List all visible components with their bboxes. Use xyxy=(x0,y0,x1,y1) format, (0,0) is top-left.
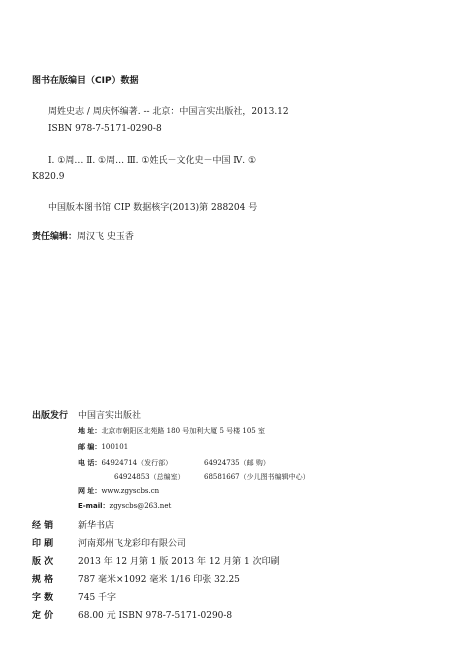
web-label: 网 址： xyxy=(78,487,102,495)
publisher-label: 出版发行 xyxy=(32,411,69,421)
web-value: www.zgyscbs.cn xyxy=(101,487,160,495)
spec-label: 印 刷 xyxy=(32,539,54,549)
cip-isbn-line: ISBN 978-7-5171-0290-8 xyxy=(48,124,162,134)
spec-value: 745 千字 xyxy=(78,593,117,603)
cip-classification-line: Ⅰ. ①周… Ⅱ. ①周… Ⅲ. ①姓氏－文化史－中国 Ⅳ. ① xyxy=(48,156,257,166)
publisher-name: 中国言实出版社 xyxy=(78,411,142,421)
spec-value: 2013 年 12 月第 1 版 2013 年 12 月第 1 次印刷 xyxy=(78,557,280,567)
spec-label: 字 数 xyxy=(32,593,54,603)
address-label: 地 址： xyxy=(78,427,102,435)
publisher-website xyxy=(78,486,159,496)
cip-class-number: K820.9 xyxy=(32,172,65,182)
spec-label: 规 格 xyxy=(32,575,54,585)
spec-price xyxy=(32,608,232,621)
email-label: E-mail： xyxy=(78,502,110,510)
phone-label: 电 话： xyxy=(78,459,102,467)
spec-distribution xyxy=(32,518,114,531)
spec-word-count xyxy=(32,590,116,603)
publisher-phone-row-1 xyxy=(78,458,172,468)
publisher-address xyxy=(78,426,265,436)
email-value: zgyscbs@263.net xyxy=(109,502,172,510)
spec-value: 河南郑州飞龙彩印有限公司 xyxy=(78,539,187,549)
spec-label: 版 次 xyxy=(32,557,54,567)
publisher-postcode xyxy=(78,442,128,452)
phone-3: 64924853（总编室） xyxy=(114,473,185,481)
responsible-editors xyxy=(32,229,134,242)
phone-4: 68581667（少儿图书编辑中心） xyxy=(204,473,310,481)
cip-heading: 图书在版编目（CIP）数据 xyxy=(32,76,139,86)
editors-label: 责任编辑： xyxy=(32,232,78,242)
spec-format xyxy=(32,572,240,585)
phone-2: 64924735（邮 购） xyxy=(204,459,270,467)
postcode-value: 100101 xyxy=(101,443,129,451)
spec-value: 787 毫米×1092 毫米 1/16 印张 32.25 xyxy=(78,575,240,585)
editors-names: 周汉飞 史玉香 xyxy=(77,232,134,242)
phone-1: 64924714（发行部） xyxy=(101,459,173,467)
address-value: 北京市朝阳区北苑路 180 号加利大厦 5 号楼 105 室 xyxy=(101,427,265,435)
spec-value: 新华书店 xyxy=(78,521,115,531)
publisher-email xyxy=(78,501,171,511)
spec-edition xyxy=(32,554,280,567)
spec-label: 定 价 xyxy=(32,611,54,621)
spec-printing xyxy=(32,536,186,549)
spec-value: 68.00 元 ISBN 978-7-5171-0290-8 xyxy=(78,611,233,621)
cip-title-line: 周姓史志 / 周庆怀编著. -- 北京：中国言实出版社，2013.12 xyxy=(48,107,289,117)
postcode-label: 邮 编： xyxy=(78,443,102,451)
cip-record-number: 中国版本图书馆 CIP 数据核字(2013)第 288204 号 xyxy=(48,203,258,213)
spec-label: 经 销 xyxy=(32,521,54,531)
